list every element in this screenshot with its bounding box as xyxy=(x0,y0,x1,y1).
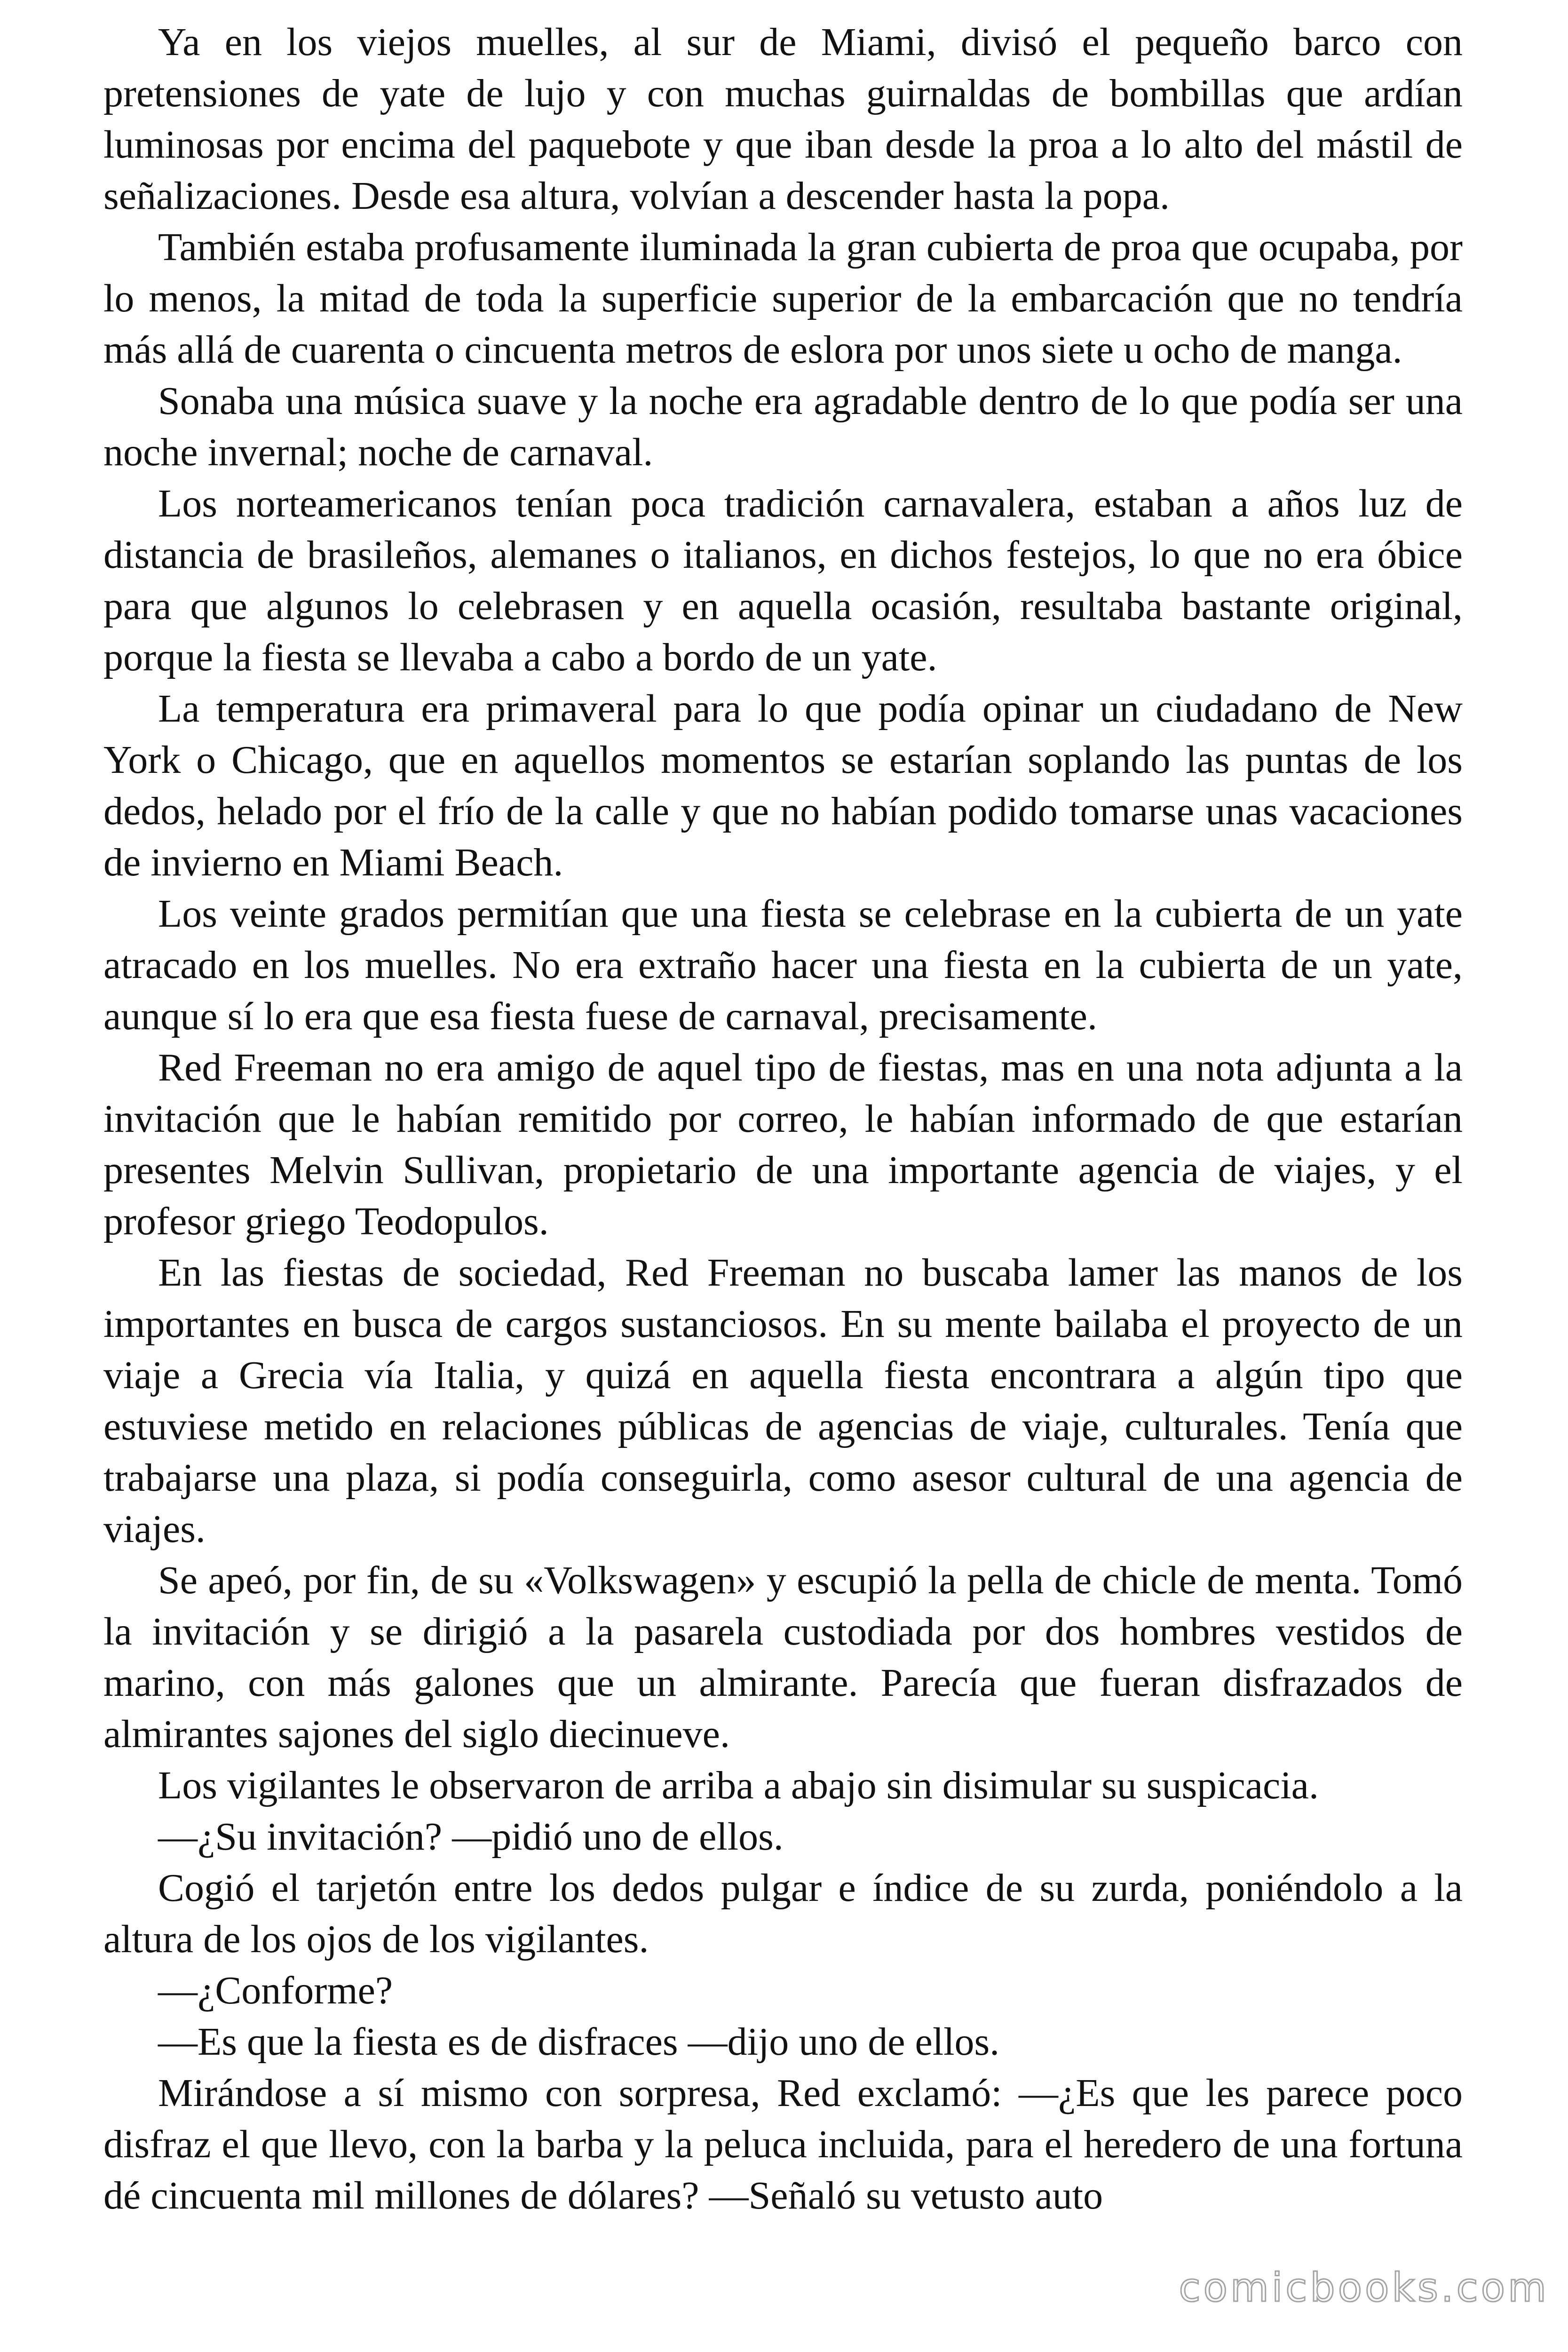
paragraph: Mirándose a sí mismo con sorpresa, Red exclamó: —¿Es que les parece poco disfraz el que llevo, con la barba y la peluca incluida, para el heredero de una fortuna dé cincuenta mil millones de dólares? —Señaló su vetusto auto xyxy=(103,2071,1463,2217)
paragraph: Los norteamericanos tenían poca tradición carnavalera, estaban a años luz de distancia de brasileños, alemanes o italianos, en dichos festejos, lo que no era óbice para que algunos lo celebrasen y en aquella ocasión, resultaba bastante original, porque la fiesta se llevaba a cabo a bordo de un yate. xyxy=(103,482,1463,679)
dialogue-line: —¿Conforme? xyxy=(158,1969,393,2012)
dialogue-line: —Es que la fiesta es de disfraces —dijo uno de ellos. xyxy=(158,2020,1000,2064)
watermark-logo: comicbooks.com xyxy=(1179,2265,1549,2311)
dialogue-line: —¿Su invitación? —pidió uno de ellos. xyxy=(158,1815,784,1859)
paragraph: Cogió el tarjetón entre los dedos pulgar e índice de su zurda, poniéndolo a la altura de los ojos de los vigilantes. xyxy=(103,1866,1463,1961)
paragraph: En las fiestas de sociedad, Red Freeman no buscaba lamer las manos de los importantes en busca de cargos sustanciosos. En su mente bailaba el proyecto de un viaje a Grecia vía Italia, y quizá en aquella fiesta encontrara a algún tipo que estuviese metido en relaciones públicas de agencias de viaje, culturales. Tenía que trabajarse una plaza, si podía conseguirla, como asesor cultural de una agencia de viajes. xyxy=(103,1251,1463,1551)
paragraph: Se apeó, por fin, de su «Volkswagen» y escupió la pella de chicle de menta. Tomó la invitación y se dirigió a la pasarela custodiada por dos hombres vestidos de marino, con más galones que un almirante. Parecía que fueran disfrazados de almirantes sajones del siglo diecinueve. xyxy=(103,1558,1463,1756)
document-page xyxy=(103,16,1463,2221)
paragraph: Red Freeman no era amigo de aquel tipo de fiestas, mas en una nota adjunta a la invitación que le habían remitido por correo, le habían informado de que estarían presentes Melvin Sullivan, propietario de una importante agencia de viajes, y el profesor griego Teodopulos. xyxy=(103,1046,1463,1243)
paragraph: Ya en los viejos muelles, al sur de Miami, divisó el pequeño barco con pretensiones de yate de lujo y con muchas guirnaldas de bombillas que ardían luminosas por encima del paquebote y que iban desde la proa a lo alto del mástil de señalizaciones. Desde esa altura, volvían a descender hasta la popa. xyxy=(103,20,1463,218)
paragraph: Sonaba una música suave y la noche era agradable dentro de lo que podía ser una noche invernal; noche de carnaval. xyxy=(103,379,1463,474)
paragraph: Los vigilantes le observaron de arriba a abajo sin disimular su suspicacia. xyxy=(158,1764,1319,1807)
paragraph: La temperatura era primaveral para lo que podía opinar un ciudadano de New York o Chicago, que en aquellos momentos se estarían soplando las puntas de los dedos, helado por el frío de la calle y que no habían podido tomarse unas vacaciones de invierno en Miami Beach. xyxy=(103,687,1463,884)
paragraph: También estaba profusamente iluminada la gran cubierta de proa que ocupaba, por lo menos, la mitad de toda la superficie superior de la embarcación que no tendría más allá de cuarenta o cincuenta metros de eslora por unos siete u ocho de manga. xyxy=(103,225,1463,372)
paragraph: Los veinte grados permitían que una fiesta se celebrase en la cubierta de un yate atracado en los muelles. No era extraño hacer una fiesta en la cubierta de un yate, aunque sí lo era que esa fiesta fuese de carnaval, precisamente. xyxy=(103,892,1463,1038)
